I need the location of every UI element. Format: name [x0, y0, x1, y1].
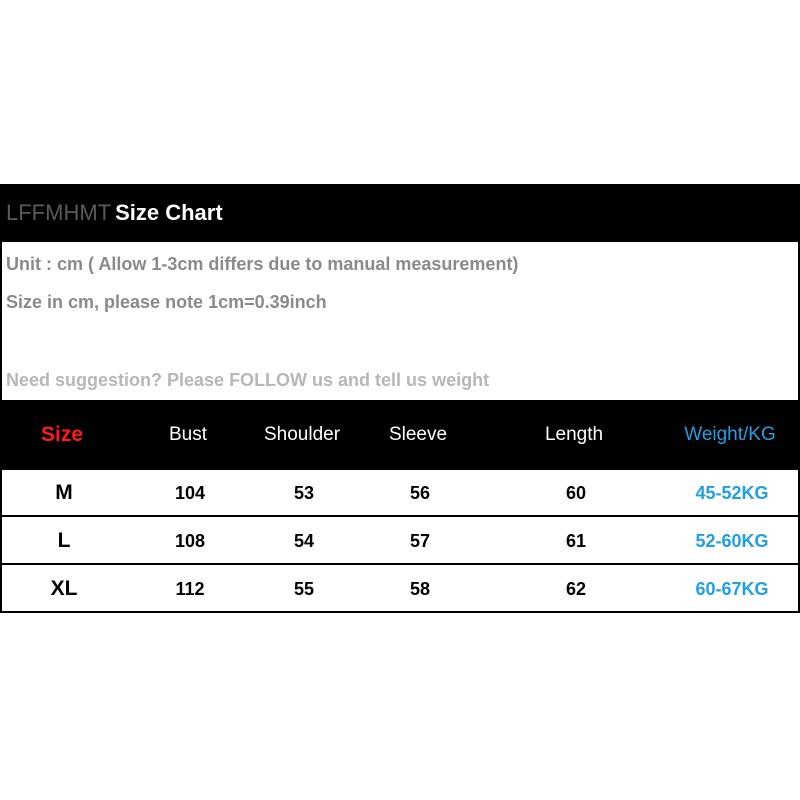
weight-cell: 45-52KG [695, 483, 769, 503]
sleeve-cell: 58 [409, 579, 431, 599]
size-cell: XL [50, 577, 78, 600]
unit-note: Unit : cm ( Allow 1-3cm differs due to manual measurement) [6, 254, 519, 274]
shoulder-cell: 55 [293, 579, 315, 599]
size-cell: L [57, 529, 71, 552]
title-bar [0, 184, 800, 242]
shoulder-cell: 53 [293, 483, 315, 503]
table-body [0, 470, 800, 613]
notes-panel [0, 242, 800, 400]
column-header-length: Length [544, 424, 604, 445]
shoulder-cell: 54 [293, 531, 315, 551]
column-header-bust: Bust [168, 424, 208, 445]
sleeve-cell: 57 [409, 531, 431, 551]
table-header [0, 400, 800, 470]
size-chart [0, 184, 800, 613]
column-header-size: Size [40, 423, 84, 446]
conversion-note: Size in cm, please note 1cm=0.39inch [6, 292, 327, 312]
bust-cell: 104 [174, 483, 206, 503]
weight-cell: 60-67KG [695, 579, 769, 599]
length-cell: 62 [565, 579, 587, 599]
sleeve-cell: 56 [409, 483, 431, 503]
column-header-shoulder: Shoulder [263, 424, 341, 445]
suggestion-note: Need suggestion? Please FOLLOW us and tell us weight [6, 370, 490, 390]
table-row [2, 470, 798, 517]
weight-cell: 52-60KG [695, 531, 769, 551]
column-header-weight: Weight/KG [684, 424, 776, 445]
size-cell: M [55, 481, 73, 504]
length-cell: 60 [565, 483, 587, 503]
table-row [2, 518, 798, 565]
bust-cell: 108 [174, 531, 206, 551]
bust-cell: 112 [175, 579, 205, 599]
length-cell: 61 [565, 531, 587, 551]
brand-name: LFFMHMT [6, 200, 112, 225]
column-header-sleeve: Sleeve [388, 424, 448, 445]
chart-title: Size Chart [115, 200, 223, 225]
table-row [2, 566, 798, 613]
